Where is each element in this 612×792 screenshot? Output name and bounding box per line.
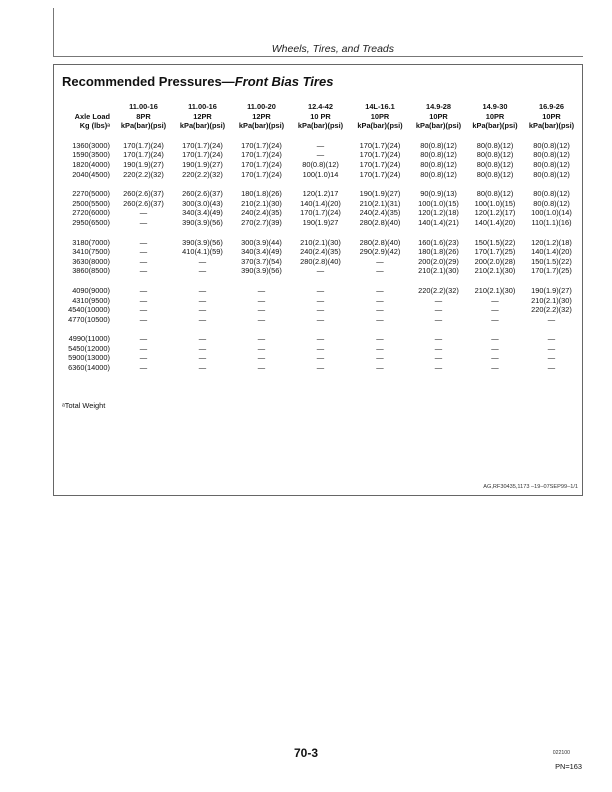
pressure-cell: 170(1.7)(24)	[300, 208, 341, 218]
column-header: 12PR	[252, 111, 271, 121]
pressure-cell: —	[376, 363, 384, 373]
pressure-cell: —	[316, 353, 325, 363]
pressure-cell: —	[257, 295, 266, 305]
pressure-cell: —	[316, 295, 325, 305]
pressure-cell: —	[434, 305, 443, 315]
table-row	[58, 141, 580, 151]
axle-load-cell: 1360(3000)	[72, 140, 110, 150]
pressure-cell: 180(1.8)(26)	[241, 189, 282, 199]
pressure-cell: 170(1.7)(24)	[241, 140, 282, 150]
pressure-cell: —	[316, 314, 325, 324]
pressure-cell: 80(0.8)(12)	[533, 169, 570, 179]
pressure-cell: 390(3.9)(56)	[182, 237, 223, 247]
spacer-row	[58, 179, 580, 189]
pressure-cell: —	[198, 305, 207, 315]
pressure-cell: 190(1.9)(27)	[182, 159, 223, 169]
pressure-cell: 180(1.8)(26)	[418, 247, 459, 257]
table-row	[58, 247, 580, 257]
axle-load-cell: 4770(10500)	[68, 314, 110, 324]
pressure-cell: 220(2.2)(32)	[123, 169, 164, 179]
pressure-cell: —	[139, 343, 148, 353]
axle-load-cell: 2500(5500)	[72, 198, 110, 208]
pressure-cell: 80(0.8)(12)	[420, 150, 457, 160]
pressure-cell: 260(2.6)(37)	[123, 189, 164, 199]
pressure-cell: —	[376, 353, 384, 363]
date-code: 022100	[552, 750, 570, 756]
pressure-cell: 170(1.7)(24)	[359, 169, 401, 179]
table-row	[58, 257, 580, 267]
table-row	[58, 266, 580, 276]
pressure-cell: 300(3.9)(44)	[241, 237, 282, 247]
pressure-cell: 170(1.7)(25)	[474, 247, 516, 257]
table-row	[58, 305, 580, 315]
column-header: kPa(bar)(psi)	[297, 121, 344, 131]
header-row	[58, 102, 580, 112]
pressure-table	[58, 102, 580, 373]
pressure-cell: —	[434, 353, 443, 363]
title-prefix: Recommended Pressures—	[62, 74, 235, 89]
pressure-cell: 140(1.4)(20)	[531, 247, 572, 257]
table-row	[58, 208, 580, 218]
column-header: 14.9-30	[482, 102, 508, 111]
pressure-cell: —	[376, 343, 384, 353]
pressure-cell: 80(0.8)(12)	[476, 140, 514, 150]
pressure-cell: 170(1.7)(24)	[241, 169, 282, 179]
pressure-cell: —	[257, 353, 266, 363]
pressure-cell: —	[139, 266, 148, 276]
pressure-cell: 80(0.8)(12)	[533, 198, 570, 208]
pressure-cell: 80(0.8)(12)	[533, 189, 570, 199]
pressure-cell: 100(1.0)(15)	[474, 198, 516, 208]
pressure-cell: —	[198, 353, 207, 363]
pressure-cell: 220(2.2)(32)	[531, 305, 572, 315]
pressure-cell: —	[139, 314, 148, 324]
pressure-cell: —	[434, 295, 443, 305]
pressure-cell: 140(1.4)(20)	[474, 217, 516, 227]
axle-load-cell: 1820(4000)	[72, 159, 110, 169]
pressure-cell: —	[547, 314, 556, 324]
pressure-cell: 210(2.1)(30)	[474, 285, 516, 295]
pressure-cell: 80(0.8)(12)	[420, 169, 457, 179]
pressure-cell: 170(1.7)(24)	[123, 140, 164, 150]
pressure-cell: 120(1.2)(17)	[474, 208, 516, 218]
pressure-cell: 280(2.8)(40)	[359, 237, 401, 247]
pressure-cell: —	[198, 314, 207, 324]
header-row	[58, 112, 580, 122]
pressure-cell: —	[434, 343, 443, 353]
table-body	[58, 141, 580, 373]
pressure-cell: —	[257, 314, 266, 324]
pressure-cell: 190(1.9)(27)	[531, 285, 572, 295]
column-header: kPa(bar)(psi)	[415, 121, 462, 131]
pressure-cell: —	[198, 256, 207, 266]
axle-load-cell: 5900(13000)	[68, 353, 110, 363]
table-row	[58, 189, 580, 199]
axle-load-cell: 4090(9000)	[72, 285, 110, 295]
table-row	[58, 353, 580, 363]
pressure-cell: 80(0.8)(12)	[533, 140, 570, 150]
column-header: 11.00-20	[247, 102, 276, 111]
column-header: 10 PR	[310, 111, 331, 121]
pressure-cell: —	[139, 217, 148, 227]
axle-load-cell: 3860(8500)	[72, 266, 110, 276]
pressure-cell: 390(3.9)(56)	[182, 217, 223, 227]
pressure-cell: —	[376, 314, 384, 324]
pressure-cell: 160(1.6)(23)	[418, 237, 459, 247]
pressure-cell: 370(3.7)(54)	[241, 256, 282, 266]
column-header: 8PR	[136, 111, 151, 121]
pressure-cell: 80(0.8)(12)	[533, 150, 570, 160]
column-header: Axle Load	[74, 111, 110, 121]
pressure-cell: —	[139, 208, 148, 218]
pressure-cell: 210(2.1)(30)	[418, 266, 459, 276]
pressure-cell: 80(0.8)(12)	[476, 169, 514, 179]
pressure-cell: 240(2.4)(35)	[359, 208, 401, 218]
pressure-cell: 200(2.0)(29)	[418, 256, 459, 266]
pressure-cell: 210(2.1)(30)	[241, 198, 282, 208]
pressure-cell: —	[376, 285, 384, 295]
pressure-cell: —	[198, 363, 207, 373]
axle-load-cell: 4990(11000)	[68, 334, 110, 344]
pressure-cell: —	[316, 343, 325, 353]
column-header: Kg (lbs)ᵃ	[79, 121, 110, 131]
table-row	[58, 150, 580, 160]
pressure-cell: —	[547, 334, 556, 344]
pressure-cell: 100(1.0)(14)	[531, 208, 572, 218]
column-header	[58, 102, 114, 112]
pressure-cell: 210(2.1)(31)	[359, 198, 401, 208]
pressure-cell: 100(1.0)14	[302, 169, 339, 179]
pressure-cell: 170(1.7)(24)	[359, 150, 401, 160]
pressure-cell: 120(1.2)17	[302, 189, 339, 199]
pressure-cell: 260(2.6)(37)	[182, 189, 223, 199]
pressure-cell: 210(2.1)(30)	[300, 237, 341, 247]
table-row	[58, 334, 580, 344]
header-row	[58, 121, 580, 131]
spacer-row	[58, 276, 580, 286]
column-header: kPa(bar)(psi)	[357, 121, 403, 131]
table-header	[58, 102, 580, 141]
axle-load-cell: 4540(10000)	[68, 305, 110, 315]
table-row	[58, 218, 580, 228]
table-row	[58, 296, 580, 306]
table-row	[58, 160, 580, 170]
spacer-row	[58, 131, 580, 141]
column-header: 10PR	[485, 111, 505, 121]
pressure-cell: —	[139, 256, 148, 266]
part-number: PN=163	[555, 762, 582, 771]
pressure-cell: 410(4.1)(59)	[182, 247, 223, 257]
pressure-cell: —	[139, 305, 148, 315]
column-header: kPa(bar)(psi)	[472, 121, 518, 131]
pressure-cell: —	[491, 314, 499, 324]
pressure-cell: 340(3.4)(49)	[182, 208, 223, 218]
pressure-cell: 340(3.4)(49)	[241, 247, 282, 257]
pressure-cell: 240(2.4)(35)	[241, 208, 282, 218]
pressure-cell: 390(3.9)(56)	[241, 266, 282, 276]
pressure-cell: 200(2.0)(28)	[474, 256, 516, 266]
pressure-cell: 170(1.7)(24)	[241, 150, 282, 160]
column-header: kPa(bar)(psi)	[120, 121, 167, 131]
pressure-cell: 80(0.8)(12)	[476, 150, 514, 160]
footnote: ᵃTotal Weight	[62, 401, 106, 410]
pressure-cell: —	[376, 305, 384, 315]
pressure-cell: —	[316, 140, 325, 150]
document-title	[62, 74, 333, 89]
pressure-cell: 190(1.9)(27)	[123, 159, 164, 169]
pressure-cell: —	[316, 266, 325, 276]
table-row	[58, 344, 580, 354]
content-box	[53, 64, 583, 496]
pressure-cell: —	[139, 285, 148, 295]
column-header: 10PR	[370, 111, 390, 121]
pressure-cell: 190(1.9)(27)	[359, 189, 401, 199]
pressure-cell: 80(0.8)(12)	[533, 159, 570, 169]
pressure-cell: —	[376, 266, 384, 276]
pressure-cell: 80(0.8)(12)	[476, 189, 514, 199]
pressure-cell: 280(2.8)(40)	[300, 256, 341, 266]
pressure-cell: 220(2.2)(32)	[418, 285, 459, 295]
axle-load-cell: 1590(3500)	[72, 150, 110, 160]
axle-load-cell: 2040(4500)	[72, 169, 110, 179]
pressure-cell: —	[547, 363, 556, 373]
column-header: kPa(bar)(psi)	[179, 121, 226, 131]
pressure-cell: 280(2.8)(40)	[359, 217, 401, 227]
pressure-cell: —	[257, 363, 266, 373]
pressure-cell: 140(1.4)(21)	[418, 217, 459, 227]
pressure-cell: 80(0.8)(12)	[302, 159, 339, 169]
title-emphasis: Front Bias Tires	[234, 74, 334, 89]
pressure-cell: 150(1.5)(22)	[531, 256, 572, 266]
spacer-row	[58, 324, 580, 334]
pressure-cell: 290(2.9)(42)	[359, 247, 401, 257]
pressure-cell: —	[139, 295, 148, 305]
pressure-cell: —	[316, 150, 325, 160]
pressure-cell: 80(0.8)(12)	[476, 159, 514, 169]
table-row	[58, 199, 580, 209]
pressure-cell: —	[491, 295, 499, 305]
pressure-cell: 170(1.7)(24)	[241, 159, 282, 169]
pressure-cell: 300(3.0)(43)	[182, 198, 223, 208]
reference-code: AG,RF30435,1173 –19–07SEP99–1/1	[483, 484, 578, 490]
pressure-cell: 210(2.1)(30)	[531, 295, 572, 305]
axle-load-cell: 2720(6000)	[72, 208, 110, 218]
column-header: 12.4-42	[307, 102, 334, 111]
pressure-cell: 170(1.7)(24)	[123, 150, 164, 160]
column-header: 10PR	[429, 111, 448, 121]
table-row	[58, 363, 580, 373]
pressure-cell: —	[434, 314, 443, 324]
pressure-cell: 170(1.7)(24)	[182, 150, 223, 160]
pressure-cell: 210(2.1)(30)	[474, 266, 516, 276]
pressure-cell: —	[198, 343, 207, 353]
spacer-row	[58, 228, 580, 238]
pressure-cell: 170(1.7)(24)	[182, 140, 223, 150]
pressure-cell: —	[491, 305, 499, 315]
pressure-cell: 80(0.8)(12)	[420, 159, 457, 169]
axle-load-cell: 2950(6500)	[72, 217, 110, 227]
pressure-cell: 90(0.9)(13)	[420, 189, 457, 199]
pressure-cell: —	[257, 305, 266, 315]
pressure-cell: —	[491, 334, 499, 344]
axle-load-cell: 5450(12000)	[68, 343, 110, 353]
pressure-cell: 150(1.5)(22)	[474, 237, 516, 247]
pressure-cell: —	[547, 343, 556, 353]
axle-load-cell: 3630(8000)	[72, 256, 110, 266]
column-header: kPa(bar)(psi)	[238, 121, 285, 131]
header-horizontal-rule	[53, 56, 583, 57]
axle-load-cell: 4310(9500)	[72, 295, 110, 305]
column-header: 11.00-16	[188, 102, 217, 111]
pressure-cell: —	[491, 353, 499, 363]
axle-load-cell: 2270(5000)	[72, 189, 110, 199]
pressure-cell: 170(1.7)(24)	[359, 159, 401, 169]
pressure-cell: —	[316, 334, 325, 344]
column-header: 14L-16.1	[365, 102, 395, 111]
pressure-cell: —	[257, 334, 266, 344]
pressure-cell: —	[491, 343, 499, 353]
table-row	[58, 286, 580, 296]
column-header: 11.00-16	[129, 102, 158, 111]
pressure-cell: 220(2.2)(32)	[182, 169, 223, 179]
pressure-cell: —	[376, 256, 384, 266]
pressure-cell: —	[547, 353, 556, 363]
pressure-cell: —	[316, 305, 325, 315]
section-title: Wheels, Tires, and Treads	[271, 43, 394, 55]
pressure-cell: —	[376, 334, 384, 344]
pressure-cell: —	[257, 285, 266, 295]
pressure-cell: —	[198, 334, 207, 344]
pressure-cell: —	[139, 363, 148, 373]
pressure-cell: 170(1.7)(24)	[359, 140, 401, 150]
pressure-cell: 170(1.7)(25)	[531, 266, 572, 276]
pressure-cell: —	[316, 363, 325, 373]
table-row	[58, 315, 580, 325]
pressure-cell: —	[491, 363, 499, 373]
pressure-cell: 120(1.2)(18)	[418, 208, 459, 218]
pressure-cell: 260(2.6)(37)	[123, 198, 164, 208]
pressure-cell: —	[434, 334, 443, 344]
pressure-cell: 80(0.8)(12)	[420, 140, 457, 150]
pressure-cell: —	[198, 266, 207, 276]
pressure-cell: —	[376, 295, 384, 305]
table-row	[58, 238, 580, 248]
column-header: 12PR	[193, 111, 212, 121]
pressure-cell: —	[316, 285, 325, 295]
column-header: 14.9-28	[425, 102, 452, 111]
pressure-cell: 240(2.4)(35)	[300, 247, 341, 257]
pressure-cell: 140(1.4)(20)	[300, 198, 341, 208]
pressure-cell: 120(1.2)(18)	[531, 237, 572, 247]
table-row	[58, 170, 580, 180]
pressure-cell: 190(1.9)27	[302, 217, 339, 227]
axle-load-cell: 3180(7000)	[72, 237, 110, 247]
pressure-cell: —	[139, 353, 148, 363]
column-header: 16.9-26	[538, 102, 565, 111]
pressure-cell: —	[139, 247, 148, 257]
page-number: 70-3	[293, 746, 319, 760]
pressure-cell: —	[198, 295, 207, 305]
axle-load-cell: 3410(7500)	[72, 247, 110, 257]
axle-load-cell: 6360(14000)	[68, 363, 110, 373]
column-header: kPa(bar)(psi)	[528, 121, 575, 131]
pressure-cell: —	[257, 343, 266, 353]
column-header: 10PR	[542, 111, 561, 121]
pressure-cell: —	[139, 237, 148, 247]
header-vertical-rule	[53, 8, 54, 56]
pressure-cell: —	[434, 363, 443, 373]
pressure-cell: 270(2.7)(39)	[241, 217, 282, 227]
pressure-cell: 110(1.1)(16)	[531, 217, 572, 227]
pressure-cell: 100(1.0)(15)	[418, 198, 459, 208]
pressure-cell: —	[198, 285, 207, 295]
pressure-cell: —	[139, 334, 148, 344]
